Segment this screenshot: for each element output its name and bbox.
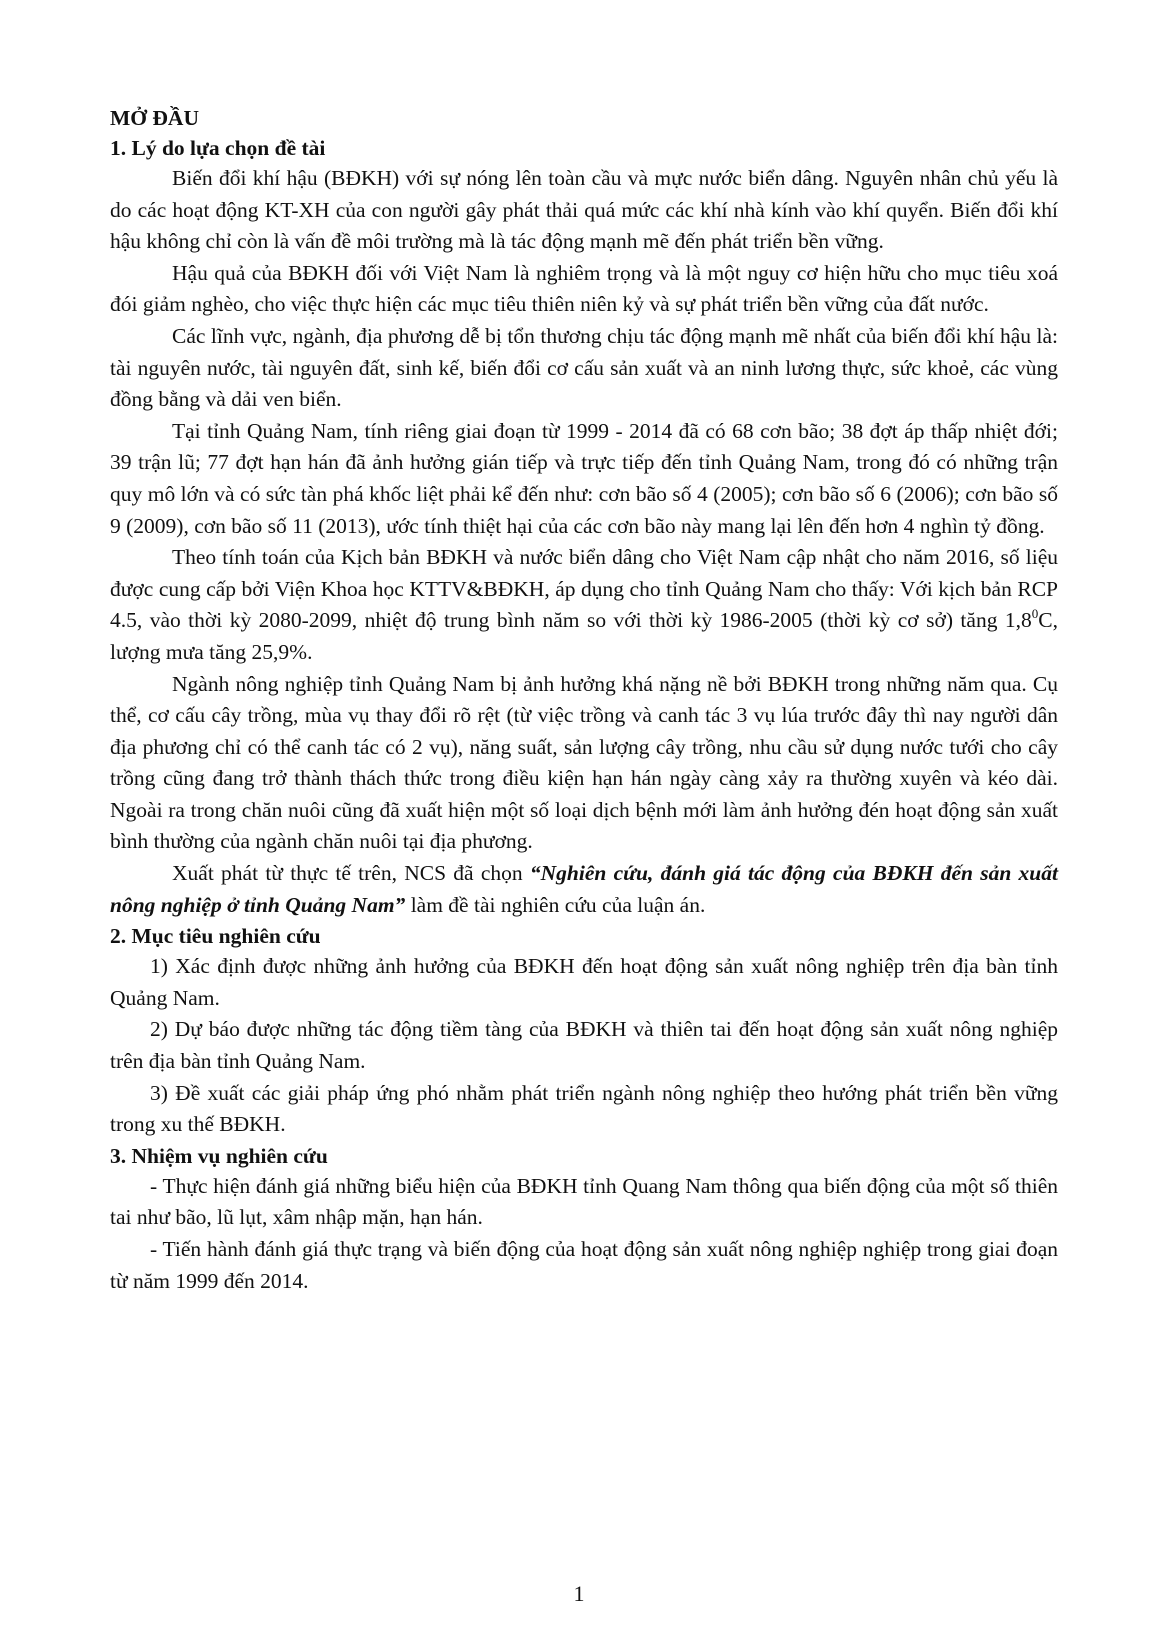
page-number: 1 — [573, 1581, 585, 1606]
paragraph-text: làm đề tài nghiên cứu của luận án. — [405, 892, 706, 917]
task-item: - Thực hiện đánh giá những biểu hiện của BĐKH tỉnh Quang Nam thông qua biến động của một số thiên tai như bão, lũ lụt, xâm nhập mặn, hạn hán. — [110, 1173, 1058, 1230]
paragraph: Tại tỉnh Quảng Nam, tính riêng giai đoạn từ 1999 - 2014 đã có 68 cơn bão; 38 đợt áp thấp nhiệt đới; 39 trận lũ; 77 đợt hạn hán đã ảnh hưởng gián tiếp và trực tiếp đến tỉnh Quảng Nam, trong đó có những trận quy mô lớn và có sức tàn phá khốc liệt phải kể đến như: cơn bão số 4 (2005); cơn bão số 6 (2006); cơn bão số 9 (2009), cơn bão số 11 (2013), ước tính thiệt hại của các cơn bão này mang lại lên đến hơn 4 nghìn tỷ đồng. — [110, 418, 1058, 538]
paragraph-text: Theo tính toán của Kịch bản BĐKH và nước biển dâng cho Việt Nam cập nhật cho năm 2016, số liệu được cung cấp bởi Viện Khoa học KTTV&BĐKH, áp dụng cho tỉnh Quảng Nam cho thấy: Với kịch bản RCP 4.5, vào thời kỳ 2080-2099, nhiệt độ trung bình năm so với thời kỳ 1986-2005 (thời kỳ cơ sở) tăng 1,8 — [110, 545, 1058, 633]
section-heading-3: 3. Nhiệm vụ nghiên cứu — [110, 1143, 328, 1168]
paragraph: Các lĩnh vực, ngành, địa phương dễ bị tổn thương chịu tác động mạnh mẽ nhất của biến đổi khí hậu là: tài nguyên nước, tài nguyên đất, sinh kế, biến đổi cơ cấu sản xuất và an ninh lương thực, sức khoẻ, các vùng đồng bằng và dải ven biển. — [110, 323, 1058, 412]
document-body — [110, 103, 1058, 1297]
thesis-title: “Nghiên cứu, đánh giá tác động của BĐKH đến sản xuất nông nghiệp ở tỉnh Quảng Nam” — [110, 861, 1058, 917]
paragraph-text: Xuất phát từ thực tế trên, NCS đã chọn — [172, 861, 530, 886]
paragraph-scenario — [110, 542, 1058, 668]
paragraph: Ngành nông nghiệp tỉnh Quảng Nam bị ảnh hưởng khá nặng nề bởi BĐKH trong những năm qua. Cụ thể, cơ cấu cây trồng, mùa vụ thay đổi rõ rệt (từ việc trồng và canh tác 3 vụ lúa trước đây thì nay người dân địa phương chỉ có thể canh tác có 2 vụ), năng suất, sản lượng cây trồng, nhu cầu sử dụng nước tưới cho cây trồng cũng đang trở thành thách thức trong điều kiện hạn hán ngày càng xảy ra thường xuyên và kéo dài. Ngoài ra trong chăn nuôi cũng đã xuất hiện một số loại dịch bệnh mới làm ảnh hưởng đén hoạt động sản xuất bình thường của ngành chăn nuôi tại địa phương. — [110, 671, 1058, 854]
objective-item: 2) Dự báo được những tác động tiềm tàng của BĐKH và thiên tai đến hoạt động sản xuất nông nghiệp trên địa bàn tỉnh Quảng Nam. — [110, 1017, 1058, 1074]
objective-item: 1) Xác định được những ảnh hưởng của BĐKH đến hoạt động sản xuất nông nghiệp trên địa bàn tỉnh Quảng Nam. — [110, 954, 1058, 1010]
paragraph: Biến đổi khí hậu (BĐKH) với sự nóng lên toàn cầu và mực nước biển dâng. Nguyên nhân chủ yếu là do các hoạt động KT-XH của con người gây phát thải quá mức các khí nhà kính vào khí quyển. Biến đổi khí hậu không chỉ còn là vấn đề môi trường mà là tác động mạnh mẽ đến phát triển bền vững. — [110, 166, 1058, 254]
superscript: 0 — [1031, 606, 1039, 622]
section-heading-1: 1. Lý do lựa chọn đề tài — [110, 136, 326, 160]
task-item: - Tiến hành đánh giá thực trạng và biến động của hoạt động sản xuất nông nghiệp nghiệp trong giai đoạn từ năm 1999 đến 2014. — [110, 1237, 1058, 1293]
document-title: MỞ ĐẦU — [110, 106, 199, 130]
paragraph-text: C, lượng mưa tăng 25,9%. — [110, 608, 1058, 664]
objective-item: 3) Đề xuất các giải pháp ứng phó nhằm phát triển ngành nông nghiệp theo hướng phát triển bền vững trong xu thế BĐKH. — [110, 1080, 1058, 1137]
paragraph: Hậu quả của BĐKH đối với Việt Nam là nghiêm trọng và là một nguy cơ hiện hữu cho mục tiêu xoá đói giảm nghèo, cho việc thực hiện các mục tiêu thiên niên kỷ và sự phát triển bền vững của đất nước. — [110, 260, 1058, 317]
paragraph-topic — [110, 858, 1058, 921]
section-heading-2: 2. Mục tiêu nghiên cứu — [110, 924, 321, 949]
